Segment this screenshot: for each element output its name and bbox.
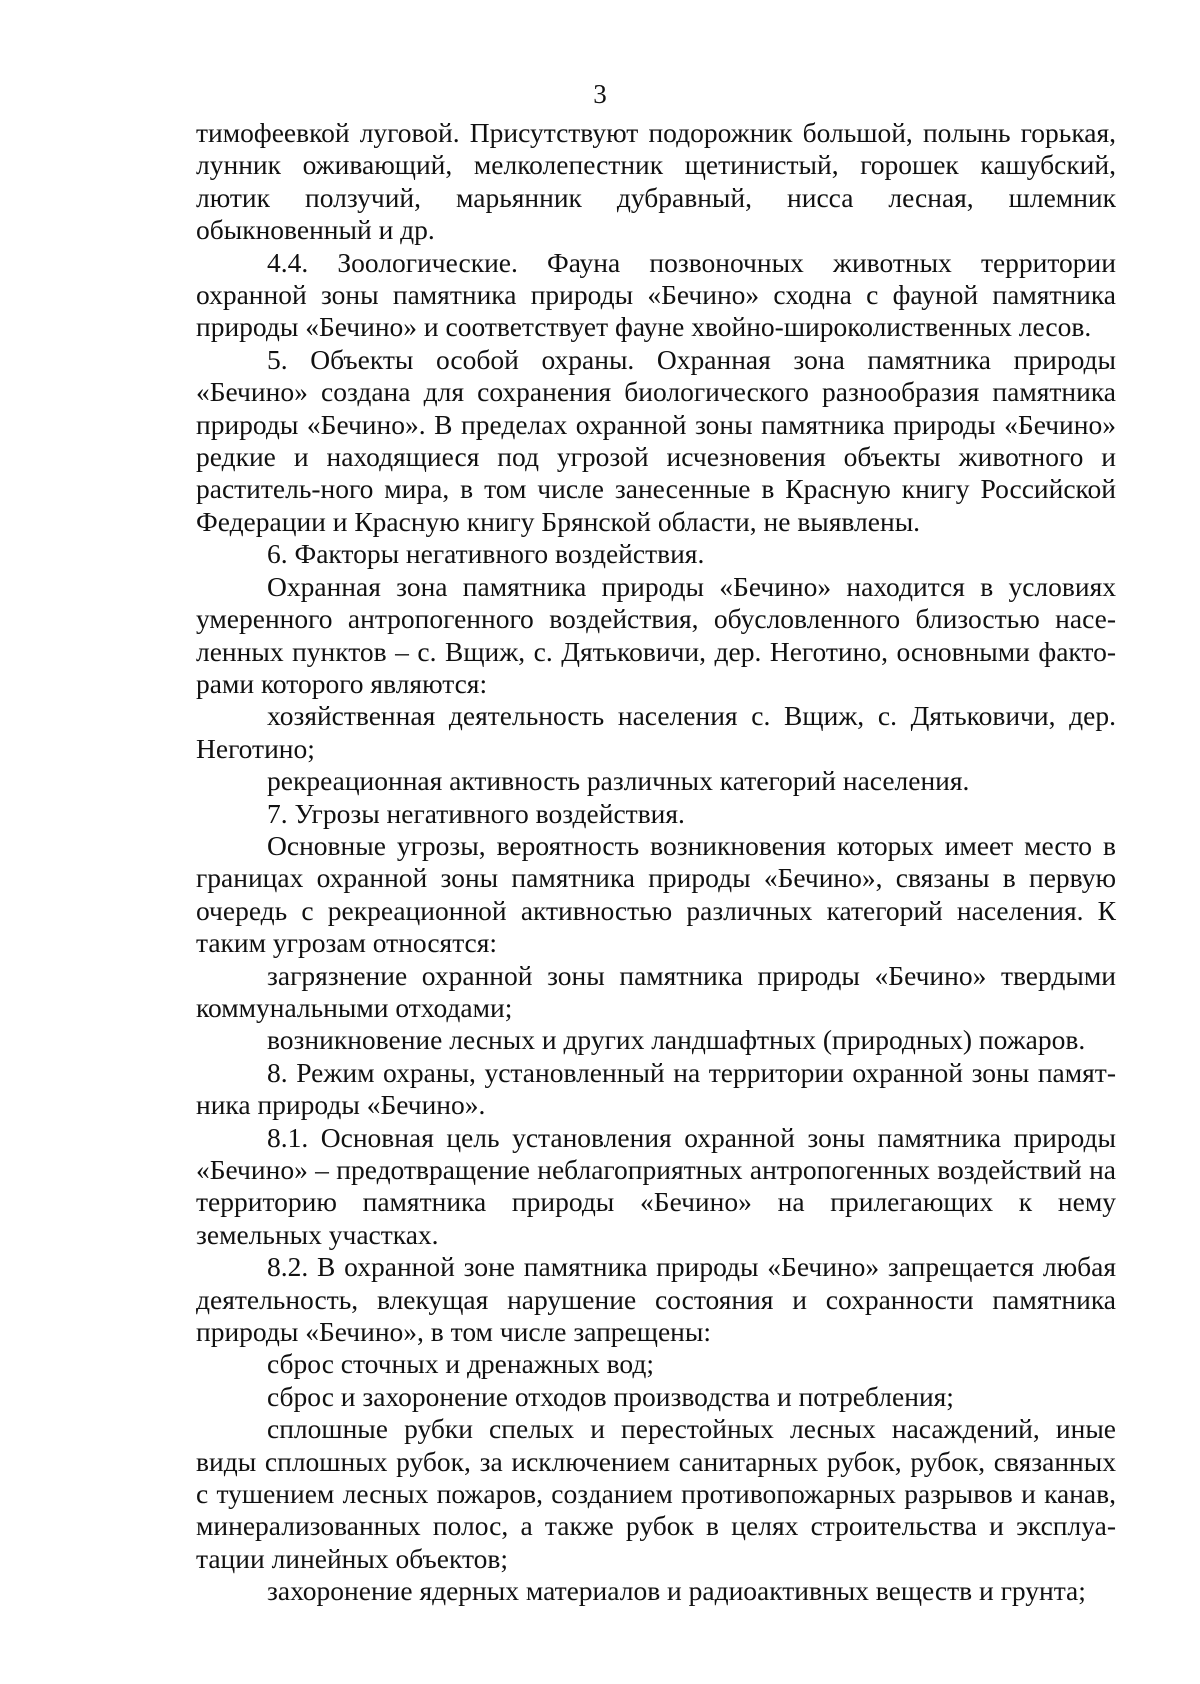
list-item: загрязнение охранной зоны памятника природы «Бечино» твердыми коммунальными отходами; [196,959,1116,1023]
section-heading: 8. Режим охраны, установленный на территории охранной зоны памят-ника природы «Бечино». [196,1056,1116,1121]
paragraph: 8.2. В охранной зоне памятника природы «Бечино» запрещается любая деятельность, влекущая нарушение состояния и сохранности памятника природы «Бечино», в том числе запрещены: [196,1251,1116,1348]
list-item: сброс сточных и дренажных вод; [267,1348,655,1380]
list-item: сплошные рубки спелых и перестойных лесных насаждений, иные виды сплошных рубок, за исключением санитарных рубок, рубок, связанных с тушением лесных пожаров, созданием противопожарных разрывов и канав, минерализованных полос, а также рубок в целях строительства и эксплуа-тации линейных объектов; [196,1413,1116,1574]
list-item: сброс и захоронение отходов производства и потребления; [267,1380,954,1412]
paragraph: тимофеевкой луговой. Присутствуют подорожник большой, полынь горькая, лунник оживающий, мелколепестник щетинистый, горошек кашубский, лютик ползучий, марьянник дубравный, нисса лесная, шлемник обыкновенный и др. [196,117,1116,246]
section-heading: 7. Угрозы негативного воздействия. [267,797,685,829]
document-body [196,117,1116,1608]
paragraph: Охранная зона памятника природы «Бечино» находится в условиях умеренного антропогенного воздействия, обусловленного близостью насе-ленных пунктов – с. Вщиж, с. Дятьковичи, дер. Неготино, основными факто-рами которого являются: [196,570,1116,699]
paragraph: 5. Объекты особой охраны. Охранная зона памятника природы «Бечино» создана для сохранения биологического разнообразия памятника природы «Бечино». В пределах охранной зоны памятника природы «Бечино» редкие и находящиеся под угрозой исчезновения объекты животного и раститель-ного мира, в том числе занесенные в Красную книгу Российской Федерации и Красную книгу Брянской области, не выявлены. [196,343,1116,537]
list-item: возникновение лесных и других ландшафтных (природных) пожаров. [267,1024,1086,1056]
paragraph: 4.4. Зоологические. Фауна позвоночных животных территории охранной зоны памятника природы «Бечино» сходна с фауной памятника природы «Бечино» и соответствует фауне хвойно-широколиственных лесов. [196,246,1116,343]
page-number: 3 [593,79,607,109]
list-item: захоронение ядерных материалов и радиоактивных веществ и грунта; [267,1575,1086,1607]
paragraph: Основные угрозы, вероятность возникновения которых имеет место в границах охранной зоны памятника природы «Бечино», связаны в первую очередь с рекреационной активностью различных категорий населения. К таким угрозам относятся: [196,829,1116,959]
list-item: рекреационная активность различных категорий населения. [267,765,970,797]
paragraph: 8.1. Основная цель установления охранной зоны памятника природы «Бечино» – предотвращение неблагоприятных антропогенных воздействий на территорию памятника природы «Бечино» на прилегающих к нему земельных участках. [196,1121,1116,1250]
list-item: хозяйственная деятельность населения с. Вщиж, с. Дятьковичи, дер. Неготино; [196,700,1116,764]
section-heading: 6. Факторы негативного воздействия. [267,538,705,570]
